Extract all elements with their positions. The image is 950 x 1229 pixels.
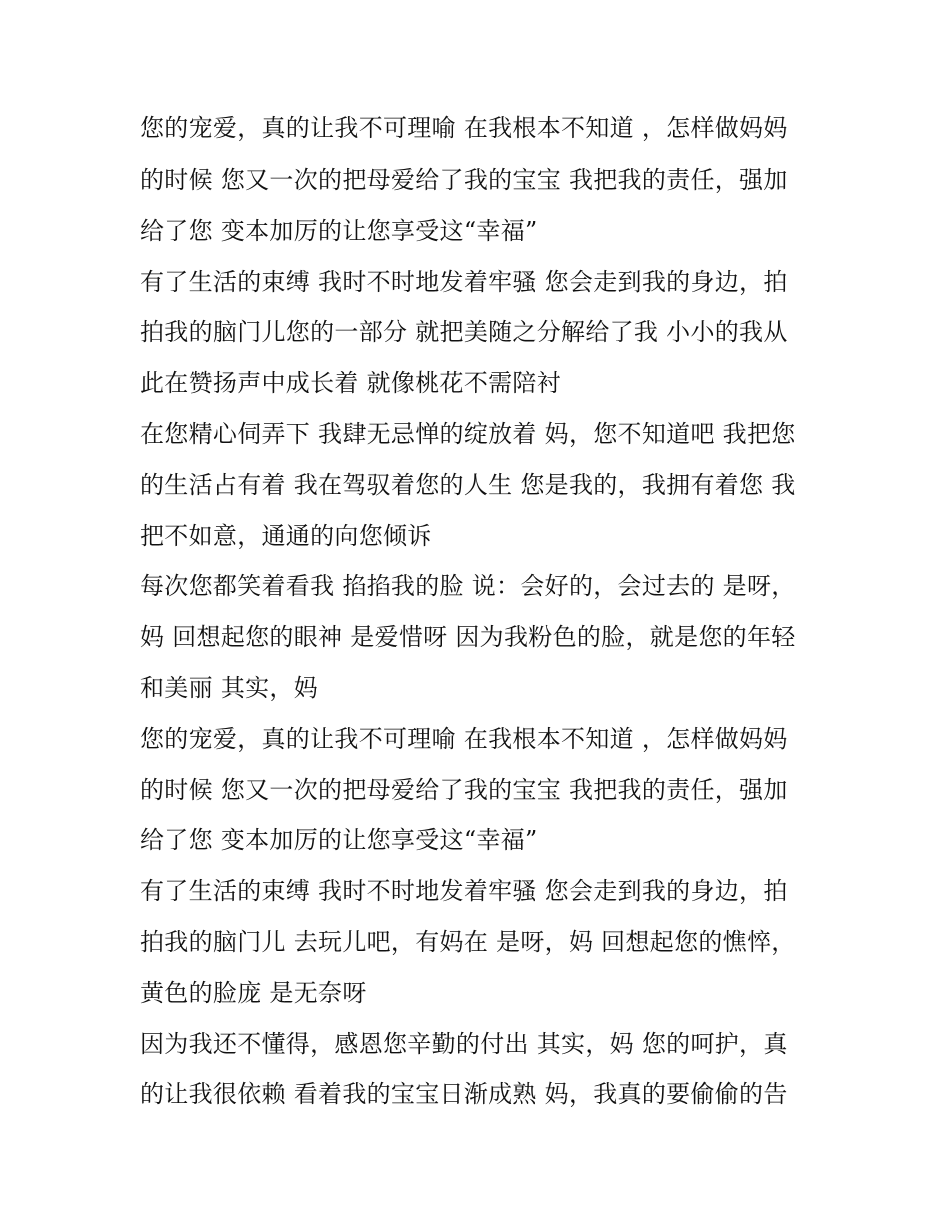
text-line: 的生活占有着 我在驾驭着您的人生 您是我的，我拥有着您 我 [140, 471, 796, 499]
text-line: 给了您 变本加厉的让您享受这“幸福” [140, 217, 538, 245]
text-line: 在您精心伺弄下 我肆无忌惮的绽放着 妈，您不知道吧 我把您 [140, 420, 796, 448]
text-line: 拍我的脑门儿 去玩儿吧，有妈在 是呀，妈 回想起您的憔悴， [140, 928, 796, 956]
text-line: 妈 回想起您的眼神 是爱惜呀 因为我粉色的脸，就是您的年轻 [140, 623, 796, 651]
text-line: 黄色的脸庞 是无奈呀 [140, 979, 367, 1007]
text-line: 的时候 您又一次的把母爱给了我的宝宝 我把我的责任，强加 [140, 776, 788, 804]
text-line: 因为我还不懂得，感恩您辛勤的付出 其实，妈 您的呵护，真 [140, 1030, 788, 1058]
text-line: 拍我的脑门儿您的一部分 就把美随之分解给了我 小小的我从 [140, 318, 788, 346]
text-line: 您的宠爱，真的让我不可理喻 在我根本不知道 ，怎样做妈妈 [140, 725, 788, 753]
text-line: 给了您 变本加厉的让您享受这“幸福” [140, 826, 538, 854]
text-line: 的时候 您又一次的把母爱给了我的宝宝 我把我的责任，强加 [140, 166, 788, 194]
text-line: 把不如意，通通的向您倾诉 [140, 522, 432, 550]
text-line: 每次您都笑着看我 掐掐我的脸 说：会好的，会过去的 是呀， [140, 572, 796, 600]
text-line: 有了生活的束缚 我时不时地发着牢骚 您会走到我的身边，拍 [140, 877, 788, 905]
text-line: 和美丽 其实，妈 [140, 674, 319, 702]
text-line: 您的宠爱，真的让我不可理喻 在我根本不知道 ，怎样做妈妈 [140, 114, 788, 142]
text-line: 的让我很依赖 看着我的宝宝日渐成熟 妈，我真的要偷偷的告 [140, 1080, 788, 1108]
text-line: 有了生活的束缚 我时不时地发着牢骚 您会走到我的身边，拍 [140, 268, 788, 296]
text-line: 此在赞扬声中成长着 就像桃花不需陪衬 [140, 369, 562, 397]
